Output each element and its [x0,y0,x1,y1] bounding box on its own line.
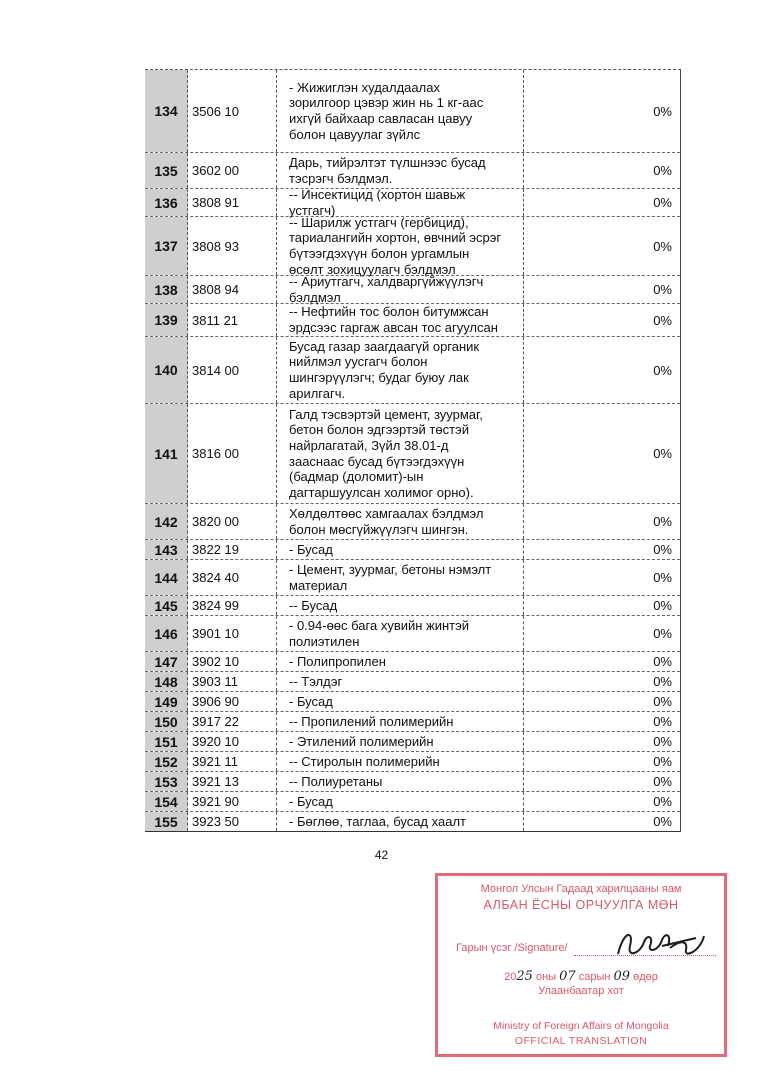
item-description: - Бөглөө, таглаа, бусад хаалт [277,812,524,831]
item-description: -- Полиуретаны [277,772,524,791]
table-row [145,616,680,652]
item-description: - Бусад [277,692,524,711]
row-number: 154 [145,792,188,811]
official-translation-stamp [435,873,727,1057]
item-description: - Бусад [277,540,524,559]
hs-code: 3903 11 [188,672,277,691]
table-row [145,596,680,616]
tariff-rate: 0% [653,362,672,378]
table-row [145,812,680,831]
handwritten-signature [610,924,710,964]
tariff-rate: 0% [653,734,672,749]
table-row [145,304,680,337]
hs-code: 3920 10 [188,732,277,751]
row-number: 143 [145,540,188,559]
row-number: 140 [145,337,188,403]
tariff-rate: 0% [653,794,672,809]
hs-code: 3820 00 [188,504,277,539]
table-row [145,273,680,305]
hs-code: 3811 21 [188,304,277,336]
tariff-rate: 0% [653,163,672,178]
table-row [145,153,680,189]
item-description: -- Бусад [277,596,524,615]
item-description: -- Шарилж устгагч (гербицид), тариалангийн хортон, өвчний эсрэг бүтээгдэхүүн болон ургамлын өсөлт зохицуулагч бэлдмэл [277,217,524,275]
row-number: 146 [145,616,188,651]
tariff-rate: 0% [653,814,672,829]
item-description: Бусад газар заагдаагүй органик нийлмэл уусгагч болон шингэрүүлэгч; будаг буюу лак арилгагч. [277,337,524,403]
table-row [145,732,680,752]
stamp-city: Улаанбаатар хот [538,985,624,997]
row-number: 149 [145,692,188,711]
item-description: - Этилений полимерийн [277,732,524,751]
row-number: 151 [145,732,188,751]
row-number: 136 [145,189,188,216]
row-number: 141 [145,404,188,503]
tariff-rate: 0% [653,674,672,689]
hs-code: 3824 99 [188,596,277,615]
item-description: - Жижиглэн худалдаалах зорилгоор цэвэр жин нь 1 кг-аас ихгүй байхаар савласан цавуу болон цавуулаг зүйлс [277,70,524,152]
table-row [145,404,680,504]
row-number: 138 [145,276,188,303]
tariff-rate: 0% [653,514,672,529]
tariff-rate: 0% [653,754,672,769]
row-number: 134 [145,70,188,152]
tariff-rate: 0% [653,598,672,613]
tariff-rate: 0% [653,774,672,789]
item-description: Хөлдөлтөөс хамгаалах бэлдмэл болон мөсгүйжүүлэгч шингэн. [277,504,524,539]
tariff-table [145,69,681,832]
item-description: -- Стиролын полимерийн [277,752,524,771]
hs-code: 3822 19 [188,540,277,559]
table-row [145,792,680,812]
hs-code: 3906 90 [188,692,277,711]
table-row [145,540,680,560]
tariff-rate: 0% [653,446,672,461]
item-description: - Цемент, зуурмаг, бетоны нэмэлт материал [277,560,524,595]
tariff-rate: 0% [653,312,672,328]
table-row [145,504,680,540]
table-row [145,186,680,218]
tariff-rate: 0% [653,694,672,709]
row-number: 152 [145,752,188,771]
item-description: -- Инсектицид (хортон шавьж устгагч) [277,189,524,216]
hs-code: 3824 40 [188,560,277,595]
hs-code: 3923 50 [188,812,277,831]
table-row [145,652,680,672]
page-number: 42 [374,848,389,862]
row-number: 142 [145,504,188,539]
hs-code: 3921 90 [188,792,277,811]
hs-code: 3808 94 [188,276,277,303]
tariff-rate: 0% [653,103,672,119]
row-number: 155 [145,812,188,831]
stamp-ministry-mn: Монгол Улсын Гадаад харилцааны яам [480,883,682,895]
item-description: Дарь, тийрэлтэт түлшнээс бусад тэсрэгч бэлдмэл. [277,153,524,188]
item-description: -- Нефтийн тос болон битумжсан эрдсээс гаргаж авсан тос агуулсан [277,304,524,336]
table-row [145,672,680,692]
row-number: 148 [145,672,188,691]
item-description: - Полипропилен [277,652,524,671]
row-number: 153 [145,772,188,791]
item-description: -- Ариутгагч, халдваргүйжүүлэгч бэлдмэл [277,276,524,303]
row-number: 135 [145,153,188,188]
hs-code: 3921 11 [188,752,277,771]
table-row [145,772,680,792]
row-number: 139 [145,304,188,336]
tariff-rate: 0% [653,195,672,210]
tariff-rate: 0% [653,542,672,557]
table-row [145,70,680,153]
hs-code: 3901 10 [188,616,277,651]
item-description: -- Тэлдэг [277,672,524,691]
stamp-official-mn: АЛБАН ЁСНЫ ОРЧУУЛГА МӨН [483,898,679,912]
hs-code: 3506 10 [188,70,277,152]
hs-code: 3808 93 [188,217,277,275]
table-row [145,692,680,712]
row-number: 145 [145,596,188,615]
table-row [145,560,680,596]
stamp-official-en: OFFICIAL TRANSLATION [514,1035,648,1047]
tariff-rate: 0% [653,654,672,669]
table-row [145,712,680,732]
stamp-signature-label: Гарын үсэг /Signature/ [456,942,568,954]
hs-code: 3602 00 [188,153,277,188]
stamp-date: 2025 оны 07 сарын 09 өдөр [504,969,658,984]
row-number: 150 [145,712,188,731]
tariff-rate: 0% [653,714,672,729]
hs-code: 3808 91 [188,189,277,216]
item-description: - Бусад [277,792,524,811]
row-number: 147 [145,652,188,671]
item-description: -- Пропилений полимерийн [277,712,524,731]
tariff-rate: 0% [653,238,672,254]
tariff-rate: 0% [653,626,672,641]
item-description: Галд тэсвэртэй цемент, зуурмаг, бетон болон эдгээртэй төстэй найрлагатай, Зүйл 38.01-д зааснаас бусад бүтээгдэхүүн (бадмар (доломит)-ын дагтаршуулсан холимог орно). [277,404,524,503]
hs-code: 3814 00 [188,337,277,403]
hs-code: 3917 22 [188,712,277,731]
table-row [145,752,680,772]
row-number: 144 [145,560,188,595]
row-number: 137 [145,217,188,275]
item-description: - 0.94-өөс бага хувийн жинтэй полиэтилен [277,616,524,651]
hs-code: 3921 13 [188,772,277,791]
stamp-ministry-en: Ministry of Foreign Affairs of Mongolia [493,1020,669,1032]
tariff-rate: 0% [653,570,672,585]
table-row [145,214,680,277]
tariff-rate: 0% [653,282,672,297]
table-row [145,337,680,404]
hs-code: 3902 10 [188,652,277,671]
hs-code: 3816 00 [188,404,277,503]
